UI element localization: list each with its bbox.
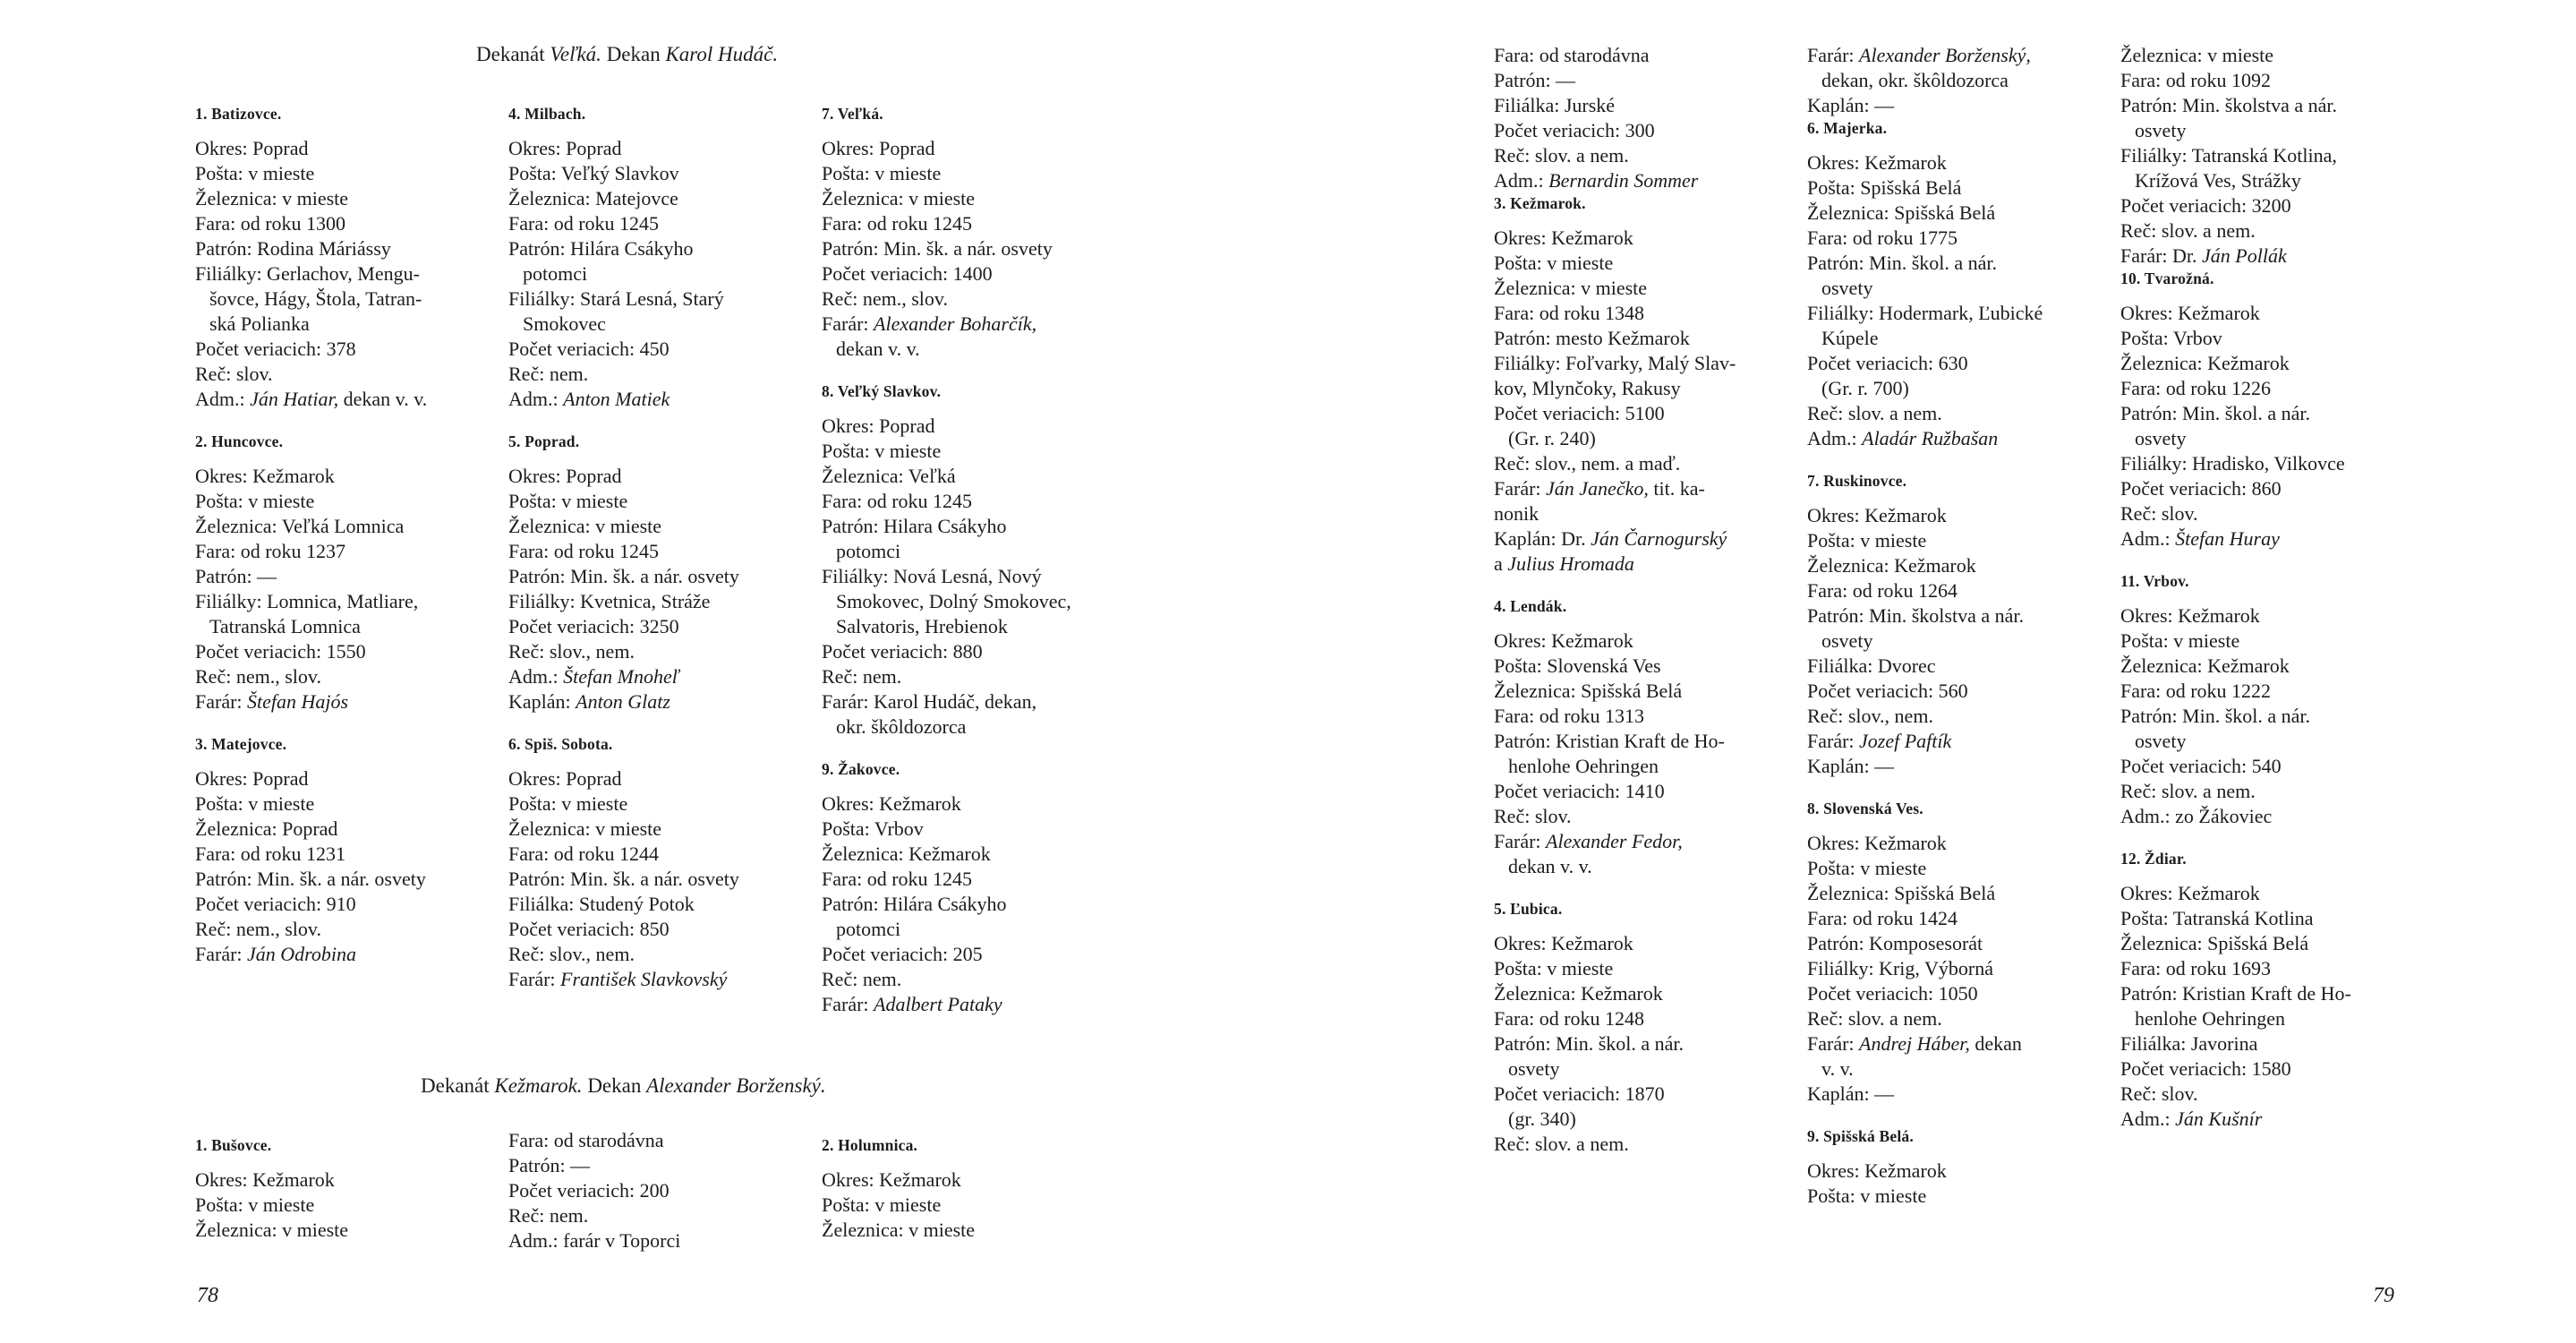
entry-line: Patrón: Min. škol. a nár.: [1494, 1032, 1685, 1055]
entry-line: Kaplán: —: [1807, 94, 1895, 116]
entry-line: Pošta: v mieste: [195, 490, 315, 512]
entry-line: Počet veriacich: 880: [822, 640, 983, 663]
parish-title: 8. Slovenská Ves.: [1807, 800, 1923, 817]
column: [195, 104, 499, 987]
entry-line: Pošta: v mieste: [195, 792, 315, 815]
entry-line: osvety: [1821, 629, 1873, 652]
entry-line: Fara: od roku 1248: [1494, 1007, 1645, 1030]
entry-line: Reč: nem.: [508, 363, 589, 385]
entry-line: Pošta: v mieste: [508, 490, 628, 512]
person-name: Julius Hromada: [1507, 552, 1634, 575]
entry-line: Kaplán: —: [1807, 755, 1895, 777]
entry-line: Filiálky: Kvetnica, Stráže: [508, 590, 711, 612]
parish-entry: [195, 104, 499, 412]
person-name: Štefan Mnoheľ: [563, 665, 679, 688]
page-number: 78: [197, 1284, 218, 1307]
entry-line: Železnica: Matejovce: [508, 187, 678, 210]
person-name: Štefan Huray: [2175, 527, 2280, 550]
parish-title: 2. Huncovce.: [195, 432, 284, 450]
parish-entry: [1807, 43, 2111, 118]
entry-line: Reč: nem., slov.: [195, 918, 321, 940]
entry-line: Adm.: Aladár Ružbašan: [1807, 427, 1999, 449]
entry-line: henlohe Oehringen: [2135, 1007, 2285, 1030]
entry-line: Železnica: Kežmarok: [2120, 352, 2290, 374]
entry-line: Reč: nem.: [822, 968, 902, 990]
entry-line: Počet veriacich: 450: [508, 338, 670, 360]
entry-line: Železnica: Spišská Belá: [2120, 932, 2309, 954]
entry-line: Reč: slov. a nem.: [1494, 1133, 1629, 1155]
parish-entry: [195, 432, 499, 714]
parish-entry: [1494, 899, 1798, 1157]
entry-line: Fara: od roku 1092: [2120, 69, 2272, 91]
entry-line: Adm.: farár v Toporci: [508, 1229, 681, 1252]
person-name: Ján Čarnogurský: [1591, 527, 1727, 550]
entry-line: Počet veriacich: 910: [195, 893, 356, 915]
entry-line: Kaplán: —: [1807, 1082, 1895, 1105]
parish-title: 5. Ľubica.: [1494, 900, 1563, 918]
entry-line: Smokovec, Dolný Smokovec,: [836, 590, 1071, 612]
parish-entry: [508, 734, 813, 992]
column: [1807, 43, 2111, 1228]
entry-line: Fara: od roku 1424: [1807, 907, 1958, 929]
entry-line: Železnica: v mieste: [1494, 277, 1648, 299]
entry-line: v. v.: [1821, 1057, 1854, 1080]
entry-line: Pošta: v mieste: [195, 162, 315, 184]
entry-line: Počet veriacich: 860: [2120, 477, 2282, 500]
entry-line: Farár: Štefan Hajós: [195, 690, 349, 713]
entry-line: Počet veriacich: 205: [822, 943, 983, 965]
entry-line: dekan v. v.: [836, 338, 920, 360]
entry-line: Pošta: Veľký Slavkov: [508, 162, 679, 184]
entry-line: Okres: Poprad: [508, 767, 622, 790]
entry-line: Tatranská Lomnica: [209, 615, 361, 637]
entry-line: henlohe Oehringen: [1508, 755, 1659, 777]
entry-line: Fara: od starodávna: [1494, 44, 1650, 66]
person-name: Bernardin Sommer: [1548, 169, 1699, 192]
entry-line: Fara: od roku 1231: [195, 843, 346, 865]
entry-line: Fara: od roku 1245: [508, 212, 660, 235]
column: [2120, 43, 2425, 1151]
parish-title: 3. Matejovce.: [195, 735, 287, 753]
entry-line: Pošta: Vrbov: [822, 817, 924, 840]
entry-line: kov, Mlynčoky, Rakusy: [1494, 377, 1681, 399]
entry-line: Pošta: v mieste: [822, 440, 942, 462]
entry-line: Reč: nem.: [822, 665, 902, 688]
entry-line: Pošta: Tatranská Kotlina: [2120, 907, 2314, 929]
entry-line: Filiálky: Tatranská Kotlina,: [2120, 144, 2337, 167]
entry-line: Farár: Adalbert Pataky: [822, 993, 1002, 1015]
entry-line: osvety: [2135, 730, 2187, 752]
entry-line: Počet veriacich: 200: [508, 1179, 670, 1202]
entry-line: Okres: Kežmarok: [1807, 151, 1947, 174]
entry-line: Filiálky: Lomnica, Matliare,: [195, 590, 419, 612]
entry-line: Pošta: Spišská Belá: [1807, 176, 1962, 199]
parish-entry: [1494, 193, 1798, 577]
entry-line: Patrón: Rodina Máriássy: [195, 237, 391, 260]
parish-entry: [195, 734, 499, 967]
person-name: Štefan Hajós: [247, 690, 349, 713]
entry-line: Fara: od roku 1348: [1494, 302, 1645, 324]
person-name: Ján Odrobina: [247, 943, 357, 965]
parish-title: 1. Bušovce.: [195, 1136, 272, 1154]
entry-line: Počet veriacich: 3200: [2120, 194, 2291, 217]
entry-line: osvety: [1821, 277, 1873, 299]
parish-title: 9. Žakovce.: [822, 760, 900, 778]
entry-line: Fara: od roku 1775: [1807, 227, 1958, 249]
entry-line: ská Polianka: [209, 312, 310, 335]
entry-line: Fara: od roku 1245: [822, 490, 973, 512]
entry-line: Farár: František Slavkovský: [508, 968, 728, 990]
parish-entry: [1807, 1126, 2111, 1209]
entry-line: Okres: Kežmarok: [195, 465, 335, 487]
entry-line: Počet veriacich: 300: [1494, 119, 1655, 141]
entry-line: Počet veriacich: 5100: [1494, 402, 1665, 424]
entry-line: Železnica: v mieste: [822, 1219, 976, 1241]
entry-line: Okres: Kežmarok: [1494, 629, 1633, 652]
entry-line: Farár: Ján Odrobina: [195, 943, 357, 965]
parish-title: 6. Spiš. Sobota.: [508, 735, 613, 753]
entry-line: Železnica: Spišská Belá: [1494, 680, 1683, 702]
entry-line: Reč: slov. a nem.: [2120, 780, 2256, 802]
parish-title: 1. Batizovce.: [195, 105, 282, 123]
person-name: Ján Hatiar,: [250, 388, 339, 410]
entry-line: Farár: Jozef Paftík: [1807, 730, 1952, 752]
parish-title: 10. Tvarožná.: [2120, 269, 2214, 287]
entry-line: Kaplán: Dr. Ján Čarnogurský: [1494, 527, 1727, 550]
entry-line: a Julius Hromada: [1494, 552, 1634, 575]
person-name: Alexander Fedor,: [1546, 830, 1683, 852]
entry-line: Počet veriacich: 1400: [822, 262, 993, 285]
entry-line: Patrón: Min. škol. a nár.: [2120, 705, 2311, 727]
parish-entry: [1807, 799, 2111, 1107]
entry-line: Patrón: mesto Kežmarok: [1494, 327, 1690, 349]
entry-line: Fara: od roku 1264: [1807, 579, 1958, 602]
entry-line: Patrón: Hilára Csákyho: [822, 893, 1007, 915]
entry-line: Okres: Poprad: [508, 137, 622, 159]
entry-line: Pošta: v mieste: [2120, 629, 2240, 652]
entry-line: Fara: od starodávna: [508, 1129, 664, 1151]
parish-title: 7. Veľká.: [822, 105, 883, 123]
entry-line: Filiálka: Jurské: [1494, 94, 1616, 116]
entry-line: Farár: Alexander Boharčík,: [822, 312, 1037, 335]
entry-line: (Gr. r. 700): [1821, 377, 1909, 399]
entry-line: Patrón: Komposesorát: [1807, 932, 1983, 954]
parish-title: 2. Holumnica.: [822, 1136, 918, 1154]
person-name: Adalbert Pataky: [874, 993, 1002, 1015]
entry-line: Železnica: v mieste: [508, 817, 662, 840]
entry-line: Reč: slov.: [2120, 502, 2198, 525]
entry-line: Reč: slov.: [195, 363, 273, 385]
entry-line: Fara: od roku 1245: [822, 868, 973, 890]
entry-line: Kaplán: Anton Glatz: [508, 690, 670, 713]
parish-entry: [2120, 269, 2425, 552]
entry-line: (gr. 340): [1508, 1108, 1576, 1130]
entry-line: Počet veriacich: 850: [508, 918, 670, 940]
entry-line: Pošta: v mieste: [822, 1193, 942, 1216]
entry-line: Patrón: Min. škol. a nár.: [1807, 252, 1998, 274]
entry-line: Reč: slov., nem.: [508, 943, 635, 965]
entry-line: Okres: Poprad: [822, 415, 935, 437]
parish-title: 9. Spišská Belá.: [1807, 1127, 1914, 1145]
entry-line: Počet veriacich: 1550: [195, 640, 366, 663]
person-name: Anton Matiek: [563, 388, 670, 410]
entry-line: dekan v. v.: [1508, 855, 1592, 877]
parish-entry: [822, 1135, 1126, 1243]
entry-line: Filiálky: Hodermark, Ľubické: [1807, 302, 2043, 324]
parish-entry: [1494, 43, 1798, 193]
entry-line: Okres: Poprad: [195, 767, 309, 790]
entry-line: Patrón: Min. šk. a nár. osvety: [508, 565, 739, 587]
deanery-heading-velka: Dekanát Veľká. Dekan Karol Hudáč.: [476, 43, 779, 65]
entry-line: Okres: Kežmarok: [822, 792, 961, 815]
entry-line: Železnica: v mieste: [195, 187, 349, 210]
entry-line: Smokovec: [523, 312, 606, 335]
parish-title: 3. Kežmarok.: [1494, 194, 1586, 212]
entry-line: Pošta: v mieste: [1807, 857, 1927, 879]
entry-line: Patrón: Hilara Csákyho: [822, 515, 1007, 537]
entry-line: Fara: od roku 1226: [2120, 377, 2272, 399]
entry-line: Farár: Andrej Háber, dekan: [1807, 1032, 2022, 1055]
entry-line: Patrón: Min. škol. a nár.: [2120, 402, 2311, 424]
parish-entry: [2120, 849, 2425, 1132]
entry-line: Adm.: Štefan Mnoheľ: [508, 665, 679, 688]
entry-line: osvety: [1508, 1057, 1560, 1080]
parish-entry: [1807, 471, 2111, 779]
entry-line: Počet veriacich: 1410: [1494, 780, 1665, 802]
entry-line: Fara: od roku 1300: [195, 212, 346, 235]
parish-entry: [195, 1135, 499, 1243]
entry-line: Adm.: zo Žákoviec: [2120, 805, 2273, 827]
entry-line: Patrón: Kristian Kraft de Ho-: [2120, 982, 2351, 1005]
person-name: Alexander Boharčík,: [874, 312, 1037, 335]
column: [508, 104, 813, 1012]
entry-line: Fara: od roku 1693: [2120, 957, 2272, 979]
entry-line: Okres: Kežmarok: [1807, 1159, 1947, 1182]
entry-line: Železnica: Veľká: [822, 465, 956, 487]
parish-title: 5. Poprad.: [508, 432, 580, 450]
person-name: Anton Glatz: [576, 690, 670, 713]
entry-line: Pošta: Slovenská Ves: [1494, 654, 1661, 677]
entry-line: Železnica: Spišská Belá: [1807, 882, 1996, 904]
entry-line: Pošta: v mieste: [1807, 529, 1927, 552]
entry-line: Okres: Kežmarok: [822, 1168, 961, 1191]
person-name: František Slavkovský: [560, 968, 728, 990]
entry-line: Patrón: Min. šk. a nár. osvety: [822, 237, 1053, 260]
entry-line: Adm.: Ján Hatiar, dekan v. v.: [195, 388, 428, 410]
entry-line: Okres: Kežmarok: [1807, 832, 1947, 854]
column: [508, 1128, 813, 1253]
entry-line: osvety: [2135, 119, 2187, 141]
parish-entry: [1807, 118, 2111, 451]
entry-line: Železnica: Poprad: [195, 817, 338, 840]
person-name: Aladár Ružbašan: [1862, 427, 1999, 449]
entry-line: Filiálka: Studený Potok: [508, 893, 695, 915]
entry-line: Patrón: —: [195, 565, 277, 587]
entry-line: Reč: slov. a nem.: [2120, 219, 2256, 242]
entry-line: Reč: slov.: [1494, 805, 1572, 827]
entry-line: Farár: Ján Janečko, tit. ka-: [1494, 477, 1705, 500]
parish-title: 6. Majerka.: [1807, 119, 1888, 137]
page-number: 79: [2373, 1284, 2394, 1307]
entry-line: Patrón: Min. školstva a nár.: [2120, 94, 2337, 116]
entry-line: potomci: [836, 918, 901, 940]
entry-line: Krížová Ves, Strážky: [2135, 169, 2301, 192]
entry-line: Reč: slov., nem.: [508, 640, 635, 663]
person-name: Alexander Borženský,: [1859, 44, 2031, 66]
entry-line: potomci: [836, 540, 901, 562]
entry-line: Okres: Kežmarok: [2120, 302, 2260, 324]
entry-line: Reč: slov. a nem.: [1807, 402, 1942, 424]
parish-entry: [822, 381, 1126, 740]
entry-line: nonik: [1494, 502, 1540, 525]
entry-line: Železnica: Kežmarok: [2120, 654, 2290, 677]
entry-line: Reč: nem., slov.: [195, 665, 321, 688]
entry-line: dekan, okr. škôldozorca: [1821, 69, 2009, 91]
entry-line: (Gr. r. 240): [1508, 427, 1596, 449]
entry-line: Reč: slov. a nem.: [1807, 1007, 1942, 1030]
entry-line: Pošta: v mieste: [822, 162, 942, 184]
parish-entry: [822, 759, 1126, 1017]
entry-line: Železnica: v mieste: [822, 187, 976, 210]
parish-entry: [2120, 571, 2425, 829]
entry-line: Počet veriacich: 630: [1807, 352, 1968, 374]
entry-line: Patrón: Min. šk. a nár. osvety: [508, 868, 739, 890]
entry-line: Fara: od roku 1244: [508, 843, 660, 865]
entry-line: Počet veriacich: 1870: [1494, 1082, 1665, 1105]
person-name: Ján Pollák: [2202, 244, 2287, 267]
entry-line: Reč: slov.: [2120, 1082, 2198, 1105]
parish-entry: [2120, 43, 2425, 269]
entry-line: Farár: Alexander Borženský,: [1807, 44, 2031, 66]
entry-line: Filiálky: Foľvarky, Malý Slav-: [1494, 352, 1736, 374]
entry-line: Pošta: v mieste: [195, 1193, 315, 1216]
entry-line: Okres: Kežmarok: [2120, 882, 2260, 904]
parish-entry: [508, 1128, 813, 1253]
entry-line: Fara: od roku 1313: [1494, 705, 1645, 727]
entry-line: Filiálka: Dvorec: [1807, 654, 1936, 677]
entry-line: Patrón: Kristian Kraft de Ho-: [1494, 730, 1725, 752]
entry-line: Patrón: Hilára Csákyho: [508, 237, 694, 260]
entry-line: šovce, Hágy, Štola, Tatran-: [209, 287, 422, 310]
entry-line: Filiálka: Javorina: [2120, 1032, 2258, 1055]
entry-line: Pošta: v mieste: [1807, 1185, 1927, 1207]
entry-line: Filiálky: Hradisko, Vilkovce: [2120, 452, 2345, 475]
entry-line: Kúpele: [1821, 327, 1879, 349]
person-name: Ján Janečko,: [1546, 477, 1649, 500]
entry-line: Železnica: v mieste: [2120, 44, 2274, 66]
entry-line: Železnica: Spišská Belá: [1807, 201, 1996, 224]
entry-line: Počet veriacich: 1050: [1807, 982, 1978, 1005]
entry-line: Okres: Kežmarok: [2120, 604, 2260, 627]
entry-line: Farár: Alexander Fedor,: [1494, 830, 1683, 852]
entry-line: Železnica: Veľká Lomnica: [195, 515, 405, 537]
entry-line: Počet veriacich: 378: [195, 338, 356, 360]
entry-line: Železnica: v mieste: [195, 1219, 349, 1241]
entry-line: Pošta: v mieste: [1494, 957, 1614, 979]
entry-line: Železnica: v mieste: [508, 515, 662, 537]
entry-line: Železnica: Kežmarok: [1807, 554, 1976, 577]
parish-title: 4. Milbach.: [508, 105, 586, 123]
entry-line: Adm.: Ján Kušnír: [2120, 1108, 2263, 1130]
entry-line: Patrón: Min. školstva a nár.: [1807, 604, 2024, 627]
entry-line: Filiálky: Krig, Výborná: [1807, 957, 1993, 979]
entry-line: Reč: slov., nem.: [1807, 705, 1933, 727]
entry-line: Okres: Kežmarok: [1494, 227, 1633, 249]
entry-line: Farár: Karol Hudáč, dekan,: [822, 690, 1037, 713]
column: [822, 1135, 1126, 1262]
entry-line: Farár: Dr. Ján Pollák: [2120, 244, 2287, 267]
parish-title: 7. Ruskinovce.: [1807, 472, 1907, 490]
entry-line: Počet veriacich: 3250: [508, 615, 679, 637]
entry-line: Salvatoris, Hrebienok: [836, 615, 1008, 637]
person-name: Ján Kušnír: [2175, 1108, 2263, 1130]
entry-line: osvety: [2135, 427, 2187, 449]
parish-entry: [508, 432, 813, 714]
entry-line: Počet veriacich: 560: [1807, 680, 1968, 702]
entry-line: Okres: Poprad: [195, 137, 309, 159]
entry-line: Filiálky: Stará Lesná, Starý: [508, 287, 724, 310]
entry-line: Pošta: Vrbov: [2120, 327, 2222, 349]
entry-line: Okres: Kežmarok: [1494, 932, 1633, 954]
entry-line: Patrón: —: [508, 1154, 591, 1176]
entry-line: Fara: od roku 1245: [822, 212, 973, 235]
parish-entry: [1494, 596, 1798, 879]
entry-line: Počet veriacich: 540: [2120, 755, 2282, 777]
entry-line: Železnica: Kežmarok: [822, 843, 991, 865]
entry-line: Filiálky: Gerlachov, Mengu-: [195, 262, 420, 285]
person-name: Andrej Háber,: [1859, 1032, 1970, 1055]
entry-line: Reč: nem., slov.: [822, 287, 948, 310]
entry-line: Reč: slov., nem. a maď.: [1494, 452, 1681, 475]
entry-line: okr. škôldozorca: [836, 715, 967, 738]
parish-entry: [822, 104, 1126, 362]
entry-line: Fara: od roku 1245: [508, 540, 660, 562]
column: [195, 1135, 499, 1262]
right-page: [1288, 0, 2576, 1343]
entry-line: Pošta: v mieste: [1494, 252, 1614, 274]
column: [1494, 43, 1798, 1176]
person-name: Jozef Paftík: [1859, 730, 1952, 752]
entry-line: Reč: nem.: [508, 1204, 589, 1227]
entry-line: Adm.: Anton Matiek: [508, 388, 670, 410]
parish-title: 11. Vrbov.: [2120, 572, 2189, 590]
entry-line: Adm.: Štefan Huray: [2120, 527, 2280, 550]
entry-line: Patrón: —: [1494, 69, 1576, 91]
entry-line: Fara: od roku 1222: [2120, 680, 2272, 702]
entry-line: Filiálky: Nová Lesná, Nový: [822, 565, 1042, 587]
entry-line: Železnica: Kežmarok: [1494, 982, 1663, 1005]
parish-title: 8. Veľký Slavkov.: [822, 382, 942, 400]
entry-line: Reč: slov. a nem.: [1494, 144, 1629, 167]
entry-line: Okres: Kežmarok: [195, 1168, 335, 1191]
column: [822, 104, 1126, 1037]
deanery-heading-kezmarok: Dekanát Kežmarok. Dekan Alexander Borženský.: [421, 1074, 826, 1097]
entry-line: Patrón: Min. šk. a nár. osvety: [195, 868, 426, 890]
entry-line: Okres: Poprad: [508, 465, 622, 487]
entry-line: Pošta: v mieste: [508, 792, 628, 815]
parish-title: 12. Ždiar.: [2120, 850, 2187, 868]
entry-line: Počet veriacich: 1580: [2120, 1057, 2291, 1080]
parish-entry: [508, 104, 813, 412]
parish-title: 4. Lendák.: [1494, 597, 1567, 615]
entry-line: Fara: od roku 1237: [195, 540, 346, 562]
entry-line: Adm.: Bernardin Sommer: [1494, 169, 1699, 192]
entry-line: Okres: Poprad: [822, 137, 935, 159]
entry-line: Okres: Kežmarok: [1807, 504, 1947, 526]
entry-line: potomci: [523, 262, 588, 285]
